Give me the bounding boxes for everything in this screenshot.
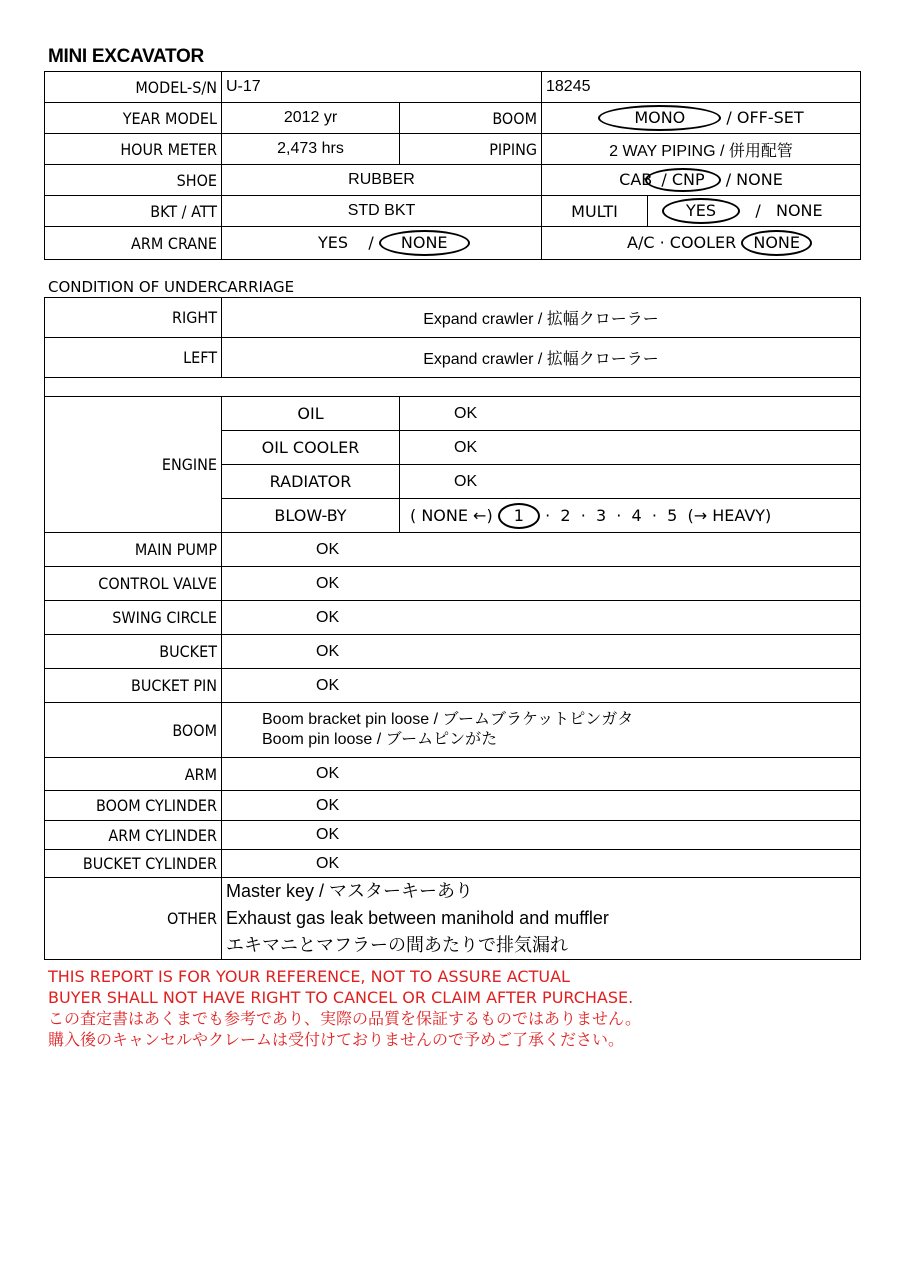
boom-sep: / bbox=[726, 108, 732, 127]
boom-cylinder-label: BOOM CYLINDER bbox=[45, 791, 222, 821]
engine-oil-row bbox=[45, 397, 861, 431]
multi-options bbox=[648, 196, 861, 227]
ac-none-circled: NONE bbox=[741, 230, 812, 256]
multi-none-option: NONE bbox=[775, 201, 823, 220]
spec-row-arm-crane bbox=[45, 227, 861, 260]
arm-crane-yes-option: YES bbox=[318, 233, 349, 252]
component-row bbox=[45, 567, 861, 601]
boom-note-1: Boom bracket pin loose / ブームブラケットピンガタ bbox=[262, 711, 634, 728]
arm-crane-label: ARM CRANE bbox=[45, 227, 222, 260]
other-notes bbox=[222, 878, 861, 960]
bucket-pin-label: BUCKET PIN bbox=[45, 669, 222, 703]
component-row bbox=[45, 821, 861, 850]
right-label: RIGHT bbox=[45, 298, 222, 338]
boom-label: BOOM bbox=[45, 703, 222, 758]
bucket-cylinder-label: BUCKET CYLINDER bbox=[45, 850, 222, 878]
disclaimer-line-4: 購入後のキャンセルやクレームは受付けておりませんので予めご了承ください。 bbox=[48, 1030, 625, 1049]
multi-yes-circled: YES bbox=[662, 198, 740, 224]
boom-type-label: BOOM bbox=[400, 103, 542, 134]
other-label: OTHER bbox=[45, 878, 222, 960]
engine-label: ENGINE bbox=[45, 397, 222, 533]
model-value: U-17 bbox=[222, 72, 542, 103]
component-row bbox=[45, 791, 861, 821]
arm-value: OK bbox=[222, 758, 861, 791]
page-title: MINI EXCAVATOR bbox=[48, 46, 204, 67]
swing-circle-label: SWING CIRCLE bbox=[45, 601, 222, 635]
spec-table bbox=[44, 71, 861, 260]
oil-label: OIL bbox=[222, 397, 400, 431]
year-value: 2012 yr bbox=[222, 103, 400, 134]
spec-row-year bbox=[45, 103, 861, 134]
component-row bbox=[45, 533, 861, 567]
other-row bbox=[45, 878, 861, 960]
bucket-cylinder-value: OK bbox=[222, 850, 861, 878]
ac-cooler-label: A/C · COOLER bbox=[627, 233, 737, 252]
spec-row-hours bbox=[45, 134, 861, 165]
hour-meter-label: HOUR METER bbox=[45, 134, 222, 165]
oil-cooler-value: OK bbox=[400, 431, 861, 465]
boom-type-options bbox=[542, 103, 861, 134]
blowby-label: BLOW-BY bbox=[222, 499, 400, 533]
spacer-cell bbox=[45, 378, 861, 397]
blowby-rest: · 2 · 3 · 4 · 5 (→ HEAVY) bbox=[545, 505, 772, 525]
other-note-3: エキマニとマフラーの間あたりで排気漏れ bbox=[226, 935, 568, 955]
boom-note-2: Boom pin loose / ブームピンがた bbox=[262, 731, 498, 748]
piping-label: PIPING bbox=[400, 134, 542, 165]
component-row bbox=[45, 601, 861, 635]
boom-cylinder-value: OK bbox=[222, 791, 861, 821]
arm-cylinder-value: OK bbox=[222, 821, 861, 850]
arm-label: ARM bbox=[45, 758, 222, 791]
component-row bbox=[45, 758, 861, 791]
main-pump-value: OK bbox=[222, 533, 861, 567]
ac-cooler-cell bbox=[542, 227, 861, 260]
radiator-label: RADIATOR bbox=[222, 465, 400, 499]
boom-row bbox=[45, 703, 861, 758]
undercarriage-heading: CONDITION OF UNDERCARRIAGE bbox=[48, 278, 295, 296]
bkt-value: STD BKT bbox=[222, 196, 542, 227]
boom-mono-circled: MONO bbox=[598, 105, 721, 131]
spacer-row bbox=[45, 378, 861, 397]
undercarriage-right-row bbox=[45, 298, 861, 338]
disclaimer bbox=[48, 966, 641, 1050]
model-sn-label: MODEL-S/N bbox=[45, 72, 222, 103]
component-row bbox=[45, 850, 861, 878]
other-note-2: Exhaust gas leak between manihold and muffler bbox=[226, 908, 609, 928]
blowby-prefix: ( NONE ←) bbox=[410, 505, 493, 525]
left-label: LEFT bbox=[45, 338, 222, 378]
control-valve-label: CONTROL VALVE bbox=[45, 567, 222, 601]
cab-options bbox=[542, 165, 861, 196]
year-label: YEAR MODEL bbox=[45, 103, 222, 134]
bucket-value: OK bbox=[222, 635, 861, 669]
serial-value: 18245 bbox=[542, 72, 861, 103]
boom-notes bbox=[222, 703, 861, 758]
condition-table bbox=[44, 297, 861, 960]
radiator-value: OK bbox=[400, 465, 861, 499]
left-value: Expand crawler / 拡幅クローラー bbox=[222, 338, 861, 378]
arm-crane-sep: / bbox=[368, 233, 374, 252]
bucket-pin-value: OK bbox=[222, 669, 861, 703]
main-pump-label: MAIN PUMP bbox=[45, 533, 222, 567]
arm-cylinder-label: ARM CYLINDER bbox=[45, 821, 222, 850]
multi-sep: / bbox=[755, 201, 761, 220]
spec-row-shoe bbox=[45, 165, 861, 196]
swing-circle-value: OK bbox=[222, 601, 861, 635]
cab-option: CAB bbox=[619, 170, 653, 189]
undercarriage-left-row bbox=[45, 338, 861, 378]
shoe-value: RUBBER bbox=[222, 165, 542, 196]
cnp-circled: / CNP bbox=[645, 168, 720, 192]
right-value: Expand crawler / 拡幅クローラー bbox=[222, 298, 861, 338]
component-row bbox=[45, 669, 861, 703]
spec-row-model bbox=[45, 72, 861, 103]
shoe-label: SHOE bbox=[45, 165, 222, 196]
component-row bbox=[45, 635, 861, 669]
piping-value: 2 WAY PIPING / 併用配管 bbox=[542, 134, 861, 165]
disclaimer-line-3: この査定書はあくまでも参考であり、実際の品質を保証するものではありません。 bbox=[48, 1009, 641, 1028]
bkt-att-label: BKT / ATT bbox=[45, 196, 222, 227]
boom-offset-option: OFF-SET bbox=[736, 108, 804, 127]
bucket-label: BUCKET bbox=[45, 635, 222, 669]
arm-crane-none-circled: NONE bbox=[379, 230, 470, 256]
hours-value: 2,473 hrs bbox=[222, 134, 400, 165]
cab-none-option: / NONE bbox=[725, 170, 783, 189]
disclaimer-line-1: THIS REPORT IS FOR YOUR REFERENCE, NOT TO ASSURE ACTUAL bbox=[48, 967, 570, 986]
blowby-selected-circled: 1 bbox=[498, 503, 540, 529]
oil-value: OK bbox=[400, 397, 861, 431]
control-valve-value: OK bbox=[222, 567, 861, 601]
arm-crane-options bbox=[222, 227, 542, 260]
oil-cooler-label: OIL COOLER bbox=[222, 431, 400, 465]
blowby-scale bbox=[400, 499, 861, 533]
spec-row-bkt bbox=[45, 196, 861, 227]
other-note-1: Master key / マスターキーあり bbox=[226, 881, 474, 901]
multi-label: MULTI bbox=[542, 196, 648, 227]
disclaimer-line-2: BUYER SHALL NOT HAVE RIGHT TO CANCEL OR CLAIM AFTER PURCHASE. bbox=[48, 988, 634, 1007]
